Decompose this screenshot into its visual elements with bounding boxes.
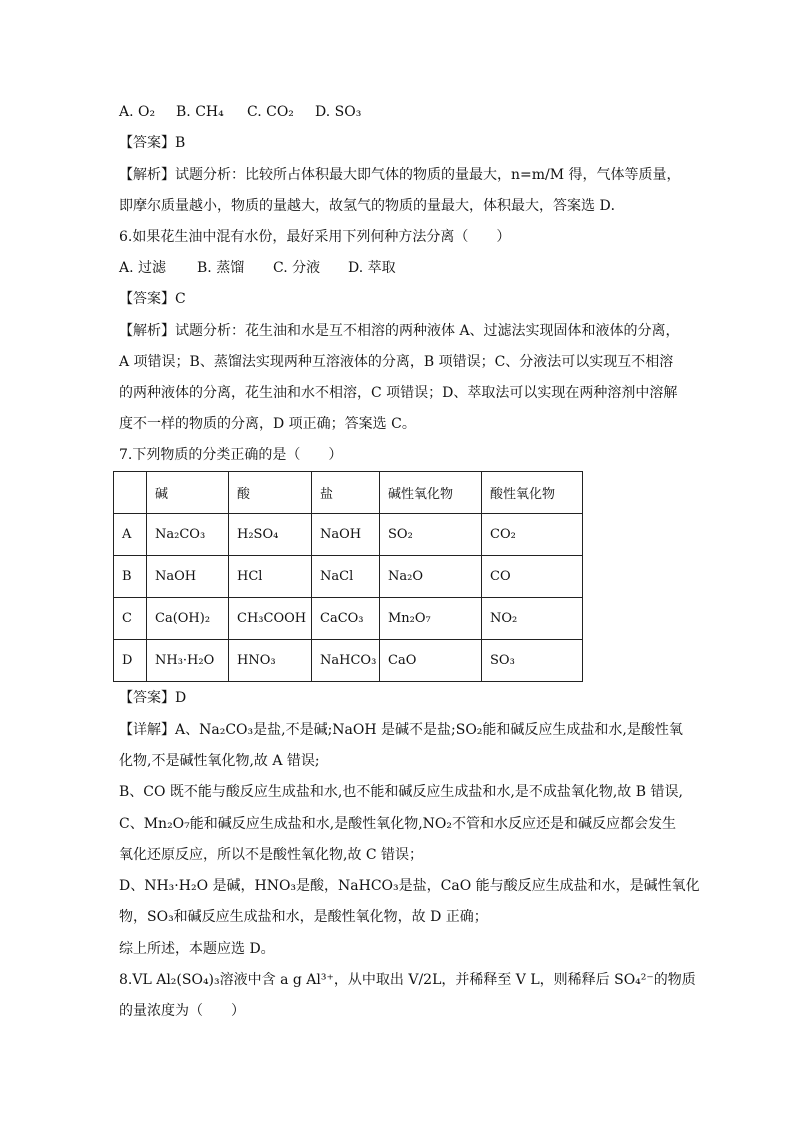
table-cell: NaCl (312, 556, 380, 598)
table-header-cell (114, 472, 147, 514)
table-cell: NH₃·H₂O (147, 640, 229, 682)
table-cell: B (114, 556, 147, 598)
table-cell: H₂SO₄ (229, 514, 312, 556)
q7-conclusion: 综上所述，本题应选 D。 (119, 941, 275, 957)
q7-detail-line: C、Mn₂O₇能和碱反应生成盐和水,是酸性氧化物,NO₂不管和水反应还是和碱反应都会发生 (119, 816, 677, 832)
q6-option-c: C. 分液 (273, 260, 321, 276)
q7-detail-line: D、NH₃·H₂O 是碱，HNO₃是酸，NaHCO₃是盐，CaO 能与酸反应生成盐和水，是碱性氧化 (119, 878, 700, 894)
table-cell: Mn₂O₇ (380, 598, 482, 640)
q5-option-c: C. CO₂ (247, 104, 294, 120)
q6-analysis-line: 的两种液体的分离，花生油和水不相溶，C 项错误；D、萃取法可以实现在两种溶剂中溶解 (119, 385, 678, 401)
q7-answer: 【答案】D (119, 690, 187, 706)
q5-option-b: B. CH₄ (176, 104, 224, 120)
q6-option-a: A. 过滤 (119, 260, 167, 276)
table-cell: D (114, 640, 147, 682)
q7-detail-line: 【详解】A、Na₂CO₃是盐,不是碱;NaOH 是碱不是盐;SO₂能和碱反应生成盐和水,是酸性氧 (119, 722, 683, 738)
q7-question: 7.下列物质的分类正确的是（ ） (119, 447, 343, 463)
q5-analysis-line: 【解析】试题分析：比较所占体积最大即气体的物质的量最大，n=m/M 得，气体等质量， (119, 167, 681, 183)
table-cell: HCl (229, 556, 312, 598)
table-cell: Ca(OH)₂ (147, 598, 229, 640)
table-cell: NaOH (147, 556, 229, 598)
table-cell: SO₃ (482, 640, 583, 682)
q8-question-line: 8.VL Al₂(SO₄)₃溶液中含 a g Al³⁺，从中取出 V/2L，并稀释至 V L，则稀释后 SO₄²⁻的物质 (119, 972, 696, 988)
table-cell: NaHCO₃ (312, 640, 380, 682)
table-cell: NaOH (312, 514, 380, 556)
table-cell: NO₂ (482, 598, 583, 640)
q7-detail-line: 氧化还原反应，所以不是酸性氧化物,故 C 错误； (119, 847, 424, 863)
q5-option-d: D. SO₃ (315, 104, 362, 120)
table-header-cell: 碱性氧化物 (380, 472, 482, 514)
table-cell: CaO (380, 640, 482, 682)
table-row (114, 514, 583, 556)
table-cell: HNO₃ (229, 640, 312, 682)
table-header-row (114, 472, 583, 514)
q6-question: 6.如果花生油中混有水份，最好采用下列何种方法分离（ ） (119, 229, 511, 245)
table-cell: CaCO₃ (312, 598, 380, 640)
q7-detail-line: B、CO 既不能与酸反应生成盐和水,也不能和碱反应生成盐和水,是不成盐氧化物,故 B 错误, (119, 784, 683, 800)
q6-options (119, 258, 396, 278)
table-cell: Na₂CO₃ (147, 514, 229, 556)
q5-options (119, 102, 361, 122)
table-cell: C (114, 598, 147, 640)
q6-answer: 【答案】C (119, 291, 186, 307)
table-row (114, 556, 583, 598)
q6-analysis-line: A 项错误；B、蒸馏法实现两种互溶液体的分离，B 项错误；C、分液法可以实现互不相溶 (119, 354, 674, 370)
classification-table (113, 471, 583, 682)
q7-detail-line: 物，SO₃和碱反应生成盐和水，是酸性氧化物，故 D 正确； (119, 909, 488, 925)
table-cell: SO₂ (380, 514, 482, 556)
q5-answer: 【答案】B (119, 135, 186, 151)
q8-question-line: 的量浓度为（ ） (119, 1003, 245, 1019)
table-header-cell: 碱 (147, 472, 229, 514)
q6-option-b: B. 蒸馏 (197, 260, 245, 276)
table-cell: Na₂O (380, 556, 482, 598)
q7-detail-line: 化物,不是碱性氧化物,故 A 错误; (119, 753, 320, 769)
q6-option-d: D. 萃取 (348, 260, 396, 276)
table-row (114, 640, 583, 682)
q5-analysis-line: 即摩尔质量越小，物质的量越大，故氢气的物质的量最大，体积最大，答案选 D． (119, 198, 625, 214)
table-cell: A (114, 514, 147, 556)
q5-option-a: A. O₂ (119, 104, 156, 120)
table-header-cell: 酸性氧化物 (482, 472, 583, 514)
table-cell: CH₃COOH (229, 598, 312, 640)
table-row (114, 598, 583, 640)
q6-analysis-line: 【解析】试题分析：花生油和水是互不相溶的两种液体 A、过滤法实现固体和液体的分离， (119, 323, 680, 339)
table-header-cell: 酸 (229, 472, 312, 514)
table-cell: CO₂ (482, 514, 583, 556)
table-header-cell: 盐 (312, 472, 380, 514)
q6-analysis-line: 度不一样的物质的分离，D 项正确；答案选 C。 (119, 416, 416, 432)
table-cell: CO (482, 556, 583, 598)
